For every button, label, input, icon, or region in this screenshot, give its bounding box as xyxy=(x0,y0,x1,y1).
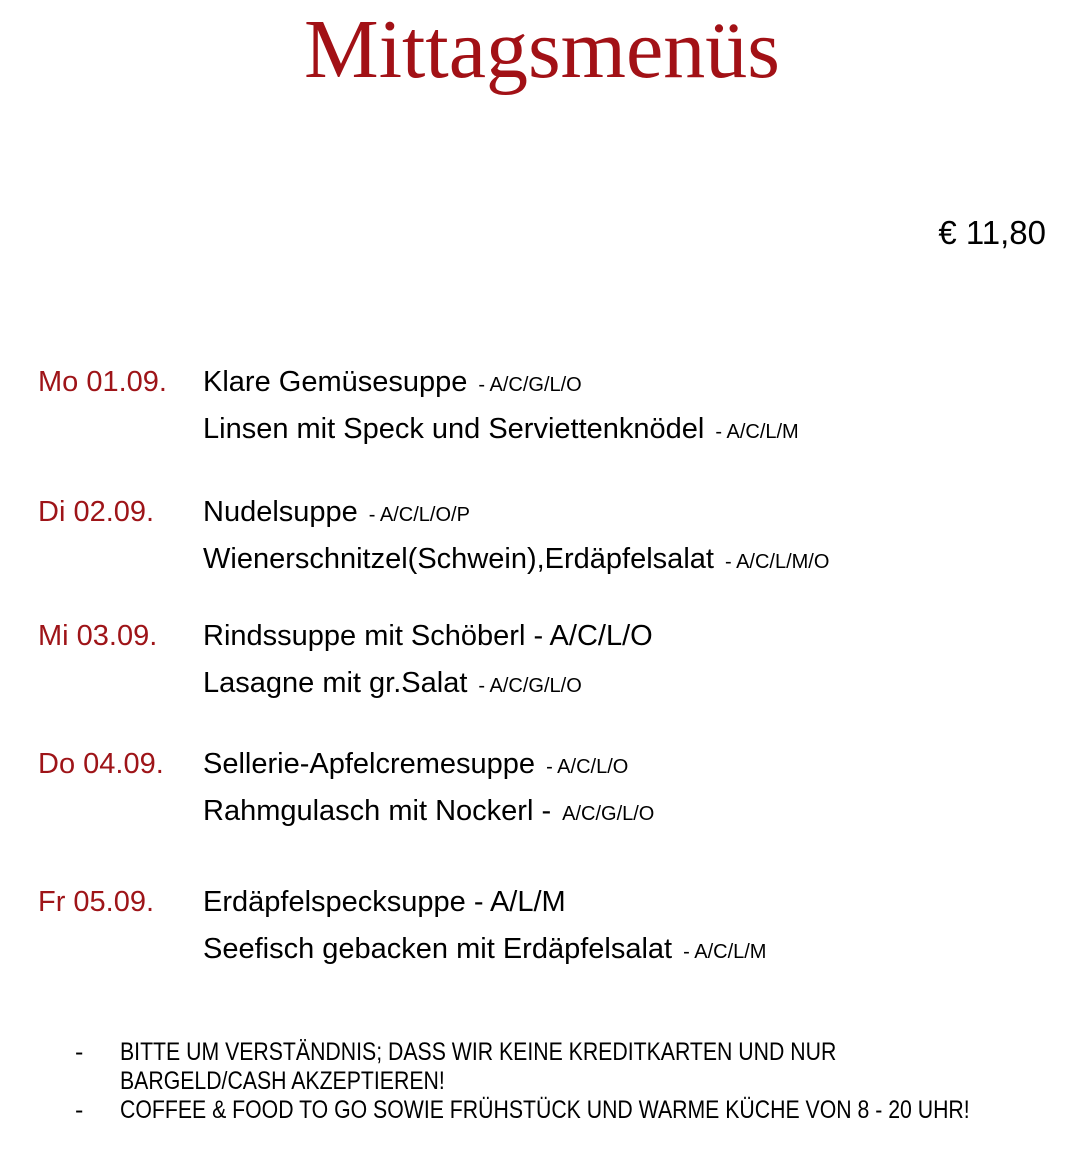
dish-line xyxy=(203,742,1084,789)
dish-name: Sellerie-Apfelcremesuppe xyxy=(203,748,536,780)
footer-note-line: BITTE UM VERSTÄNDNIS; DASS WIR KEINE KREDITKARTEN UND NUR xyxy=(120,1038,837,1066)
allergen-list: - A/C/L/O/P xyxy=(368,504,470,526)
dish-lines xyxy=(203,880,1084,974)
menu-day-group-friday xyxy=(38,880,1084,974)
page-title: Mittagsmenüs xyxy=(304,3,780,96)
allergen-list: - A/C/L/M xyxy=(683,941,767,963)
menu-day-group-wednesday xyxy=(38,614,1084,708)
menu-day-group-thursday xyxy=(38,742,1084,836)
dish-line xyxy=(203,661,1084,708)
footer-notes xyxy=(75,1038,1074,1125)
allergen-list: - A/C/G/L/O xyxy=(478,675,582,697)
dish-name: Linsen mit Speck und Serviettenknödel xyxy=(203,413,705,445)
dish-line xyxy=(203,789,1084,836)
menu-list xyxy=(38,360,1084,974)
dish-lines xyxy=(203,742,1084,836)
footer-note xyxy=(75,1096,1074,1125)
day-label: Di 02.09. xyxy=(38,496,155,528)
dish-name: Seefisch gebacken mit Erdäpfelsalat xyxy=(203,933,673,965)
footer-note-text xyxy=(120,1038,963,1096)
day-label: Fr 05.09. xyxy=(38,886,155,918)
day-label: Mi 03.09. xyxy=(38,620,158,652)
dish-lines xyxy=(203,360,1084,454)
allergen-list: - A/C/L/M xyxy=(715,421,799,443)
menu-day-group-monday xyxy=(38,360,1084,454)
dish-name: Rindssuppe mit Schöberl - A/C/L/O xyxy=(203,620,653,652)
dish-name: Lasagne mit gr.Salat xyxy=(203,667,468,699)
day-label: Do 04.09. xyxy=(38,748,164,780)
allergen-list: - A/C/L/M/O xyxy=(724,551,830,573)
price-label: € 11,80 xyxy=(938,214,1046,251)
dish-line xyxy=(203,360,1084,407)
allergen-list: A/C/G/L/O xyxy=(562,803,655,825)
dish-lines xyxy=(203,614,1084,708)
footer-note-line: BARGELD/CASH AKZEPTIEREN! xyxy=(120,1067,445,1095)
bullet-dash: - xyxy=(75,1096,84,1124)
footer-note xyxy=(75,1038,1074,1096)
dish-line xyxy=(203,880,1084,927)
day-label: Mo 01.09. xyxy=(38,366,167,398)
dish-line xyxy=(203,490,1084,537)
bullet-dash: - xyxy=(75,1038,84,1066)
dish-name: Klare Gemüsesuppe xyxy=(203,366,468,398)
dish-name: Erdäpfelspecksuppe - A/L/M xyxy=(203,886,566,918)
dish-lines xyxy=(203,490,1084,584)
allergen-list: - A/C/L/O xyxy=(546,756,629,778)
dish-name: Nudelsuppe xyxy=(203,496,358,528)
dish-line xyxy=(203,927,1084,974)
footer-note-text xyxy=(120,1096,1084,1125)
allergen-list: - A/C/G/L/O xyxy=(478,374,582,396)
footer-note-line: COFFEE & FOOD TO GO SOWIE FRÜHSTÜCK UND WARME KÜCHE VON 8 - 20 UHR! xyxy=(120,1096,970,1124)
dish-line xyxy=(203,407,1084,454)
dish-line xyxy=(203,614,1084,661)
menu-day-group-tuesday xyxy=(38,490,1084,584)
dish-name: Rahmgulasch mit Nockerl - xyxy=(203,795,552,827)
dish-name: Wienerschnitzel(Schwein),Erdäpfelsalat xyxy=(203,543,714,575)
dish-line xyxy=(203,537,1084,584)
